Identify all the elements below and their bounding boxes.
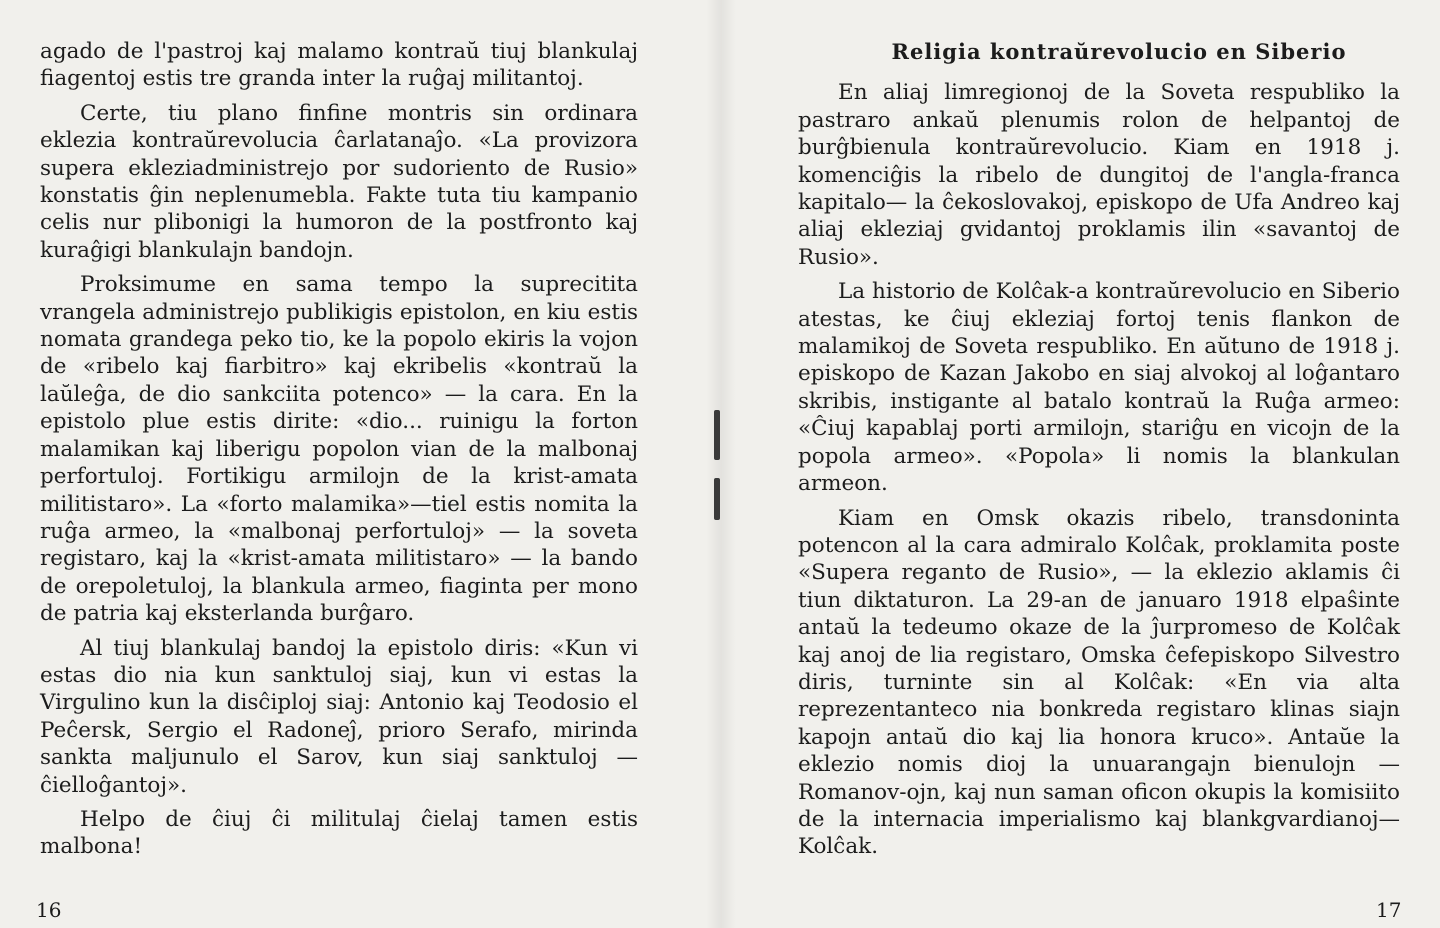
paragraph: Helpo de ĉiuj ĉi militulaj ĉielaj tamen estis malbona!	[40, 806, 638, 860]
staple-bottom	[714, 478, 720, 520]
section-heading: Religia kontraŭrevolucio en Siberio	[891, 39, 1347, 64]
paragraph: agado de l'pastroj kaj malamo kontraŭ tiuj blankulaj fiagentoj estis tre granda inter la ruĝaj militantoj.	[40, 39, 638, 92]
page-number-right: 17	[1376, 898, 1402, 922]
paragraph: La historio de Kolĉak-a kontraŭrevolucio en Siberio atestas, ke ĉiuj ekleziaj fortoj tenis flankon de malamikoj de Soveta respubliko. En aŭtuno de 1918 j. episkopo de Kazan Jakobo en siaj alvokoj al loĝantaro skribis, instigante al batalo kontraŭ la Ruĝa armeo: «Ĉiuj kapablaj porti armilojn, stariĝu en vicojn de la popola armeo». «Popola» li nomis la blankulan armeon.	[798, 279, 1400, 497]
page-number-left: 16	[36, 898, 62, 922]
book-gutter	[706, 0, 736, 928]
paragraph: En aliaj limregionoj de la Soveta respubliko la pastraro ankaŭ plenumis rolon de helpantoj de burĝbienula kontraŭrevolucio. Kiam en 1918 j. komenciĝis la ribelo de dungitoj de l'angla-franca kapitalo— la ĉekoslovakoj, episkopo de Ufa Andreo kaj aliaj ekleziaj gvidantoj proklamis ilin «savantoj de Rusio».	[798, 80, 1400, 270]
staple-top	[714, 410, 720, 460]
left-page	[40, 38, 638, 861]
paragraph: Kiam en Omsk okazis ribelo, transdoninta potencon al la cara admiralo Kolĉak, proklamita poste «Supera reganto de Rusio», — la eklezio aklamis ĉi tiun diktaturon. La 29-an de januaro 1918 elpaŝinte antaŭ la tedeumo okaze de la ĵurpromeso de Kolĉak kaj anoj de lia registaro, Omska ĉefepiskopo Silvestro diris, turninte sin al Kolĉak: «En via alta reprezentanteco nia bonkreda registaro klinas siajn kapojn antaŭ dio kaj lia honora kruco». Antaŭe la eklezio nomis dioj la unuarangajn bienulojn — Romanov-ojn, kaj nun saman oficon okupis la komisiito de la internacia imperialismo kaj blankgvardianoj— Kolĉak.	[798, 505, 1400, 860]
paragraph: Certe, tiu plano finfine montris sin ordinara eklezia kontraŭrevolucia ĉarlatanaĵo. «La provizora supera ekleziadministrejo por sudoriento de Rusio» konstatis ĝin neplenumebla. Fakte tuta tiu kampanio celis nur plibonigi la humoron de la postfronto kaj kuraĝigi blankulajn bandojn.	[40, 100, 638, 263]
paragraph: Proksimume en sama tempo la suprecitita vrangela administrejo publikigis epistolon, en kiu estis nomata grandega peko tio, ke la popolo ekiris la vojon de «ribelo kaj fiarbitro» kaj ekribelis «kontraŭ la laŭleĝa, de dio sankciita potenco» — la cara. En la epistolo plue estis dirite: «dio... ruinigu la forton malamikan kaj liberigu popolon vian de la malbonaj perfortuloj. Fortikigu armilojn de la krist-amata militistaro». La «forto malamika»—tiel estis nomita la ruĝa armeo, la «malbonaj perfortuloj» — la soveta registaro, kaj la «krist-amata militistaro» — la bando de orepoletuloj, la blankula armeo, fiaginta per mono de patria kaj eksterlanda burĝaro.	[40, 272, 638, 627]
paragraph: Al tiuj blankulaj bandoj la epistolo diris: «Kun vi estas dio nia kun sanktuloj siaj, kun vi estas la Virgulino kun la disĉiploj siaj: Antonio kaj Teodosio el Peĉersk, Sergio el Radoneĵ, prioro Serafo, mirinda sankta maljunulo el Sarov, kun siaj sanktuloj — ĉielloĝantoj».	[40, 635, 638, 798]
right-page	[798, 38, 1400, 861]
